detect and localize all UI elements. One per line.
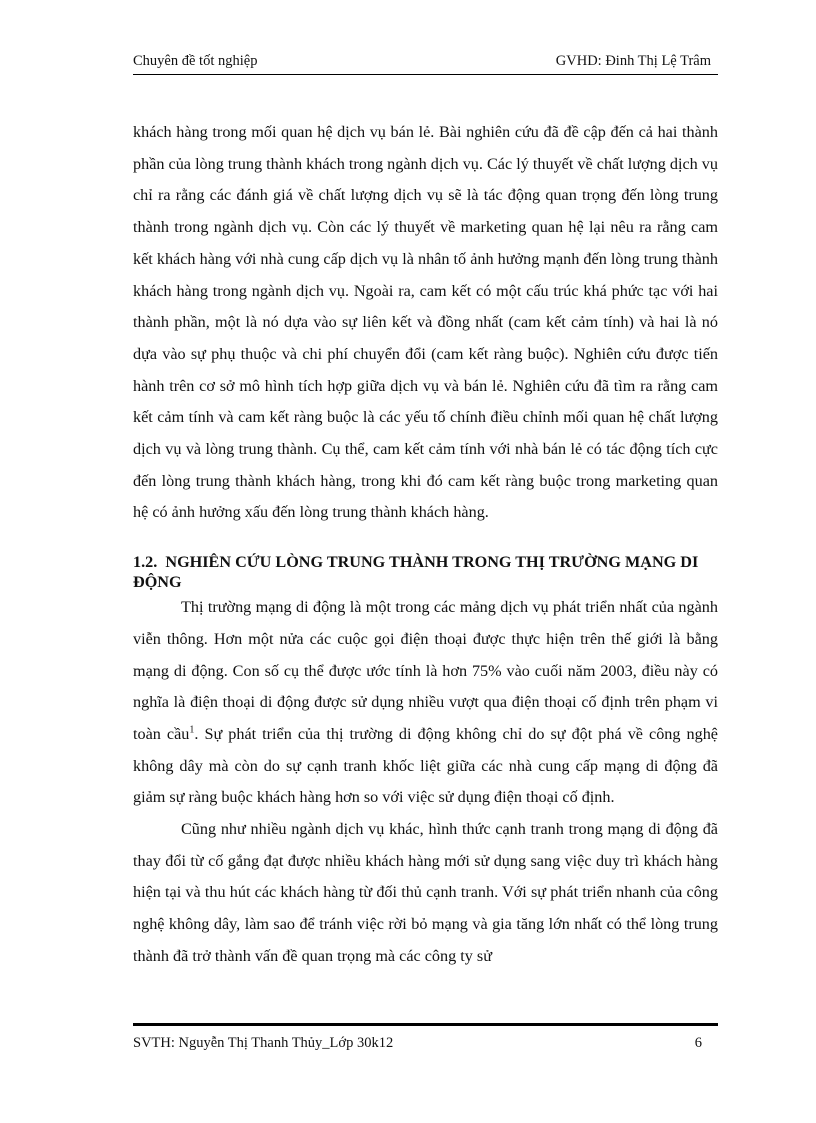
- body-paragraph: Cũng như nhiều ngành dịch vụ khác, hình thức cạnh tranh trong mạng di động đã thay đổi từ cố gắng đạt được nhiều khách hàng mới sử dụng sang việc duy trì khách hàng hiện tại và thu hút các khách hàng từ đối thủ cạnh tranh. Với sự phát triển nhanh của công nghệ không dây, làm sao để tránh việc rời bỏ mạng và gia tăng lớn nhất có thể lòng trung thành đã trở thành vấn đề quan trọng mà các công ty sử: [133, 820, 718, 965]
- paragraph-text: . Sự phát triển của thị trường di động không chỉ do sự đột phá về công nghệ không dây mà còn do sự cạnh tranh khốc liệt giữa các nhà cung cấp mạng di động đã giảm sự ràng buộc khách hàng hơn so với việc sử dụng điện thoại cố định.: [133, 724, 718, 807]
- page-body: [133, 117, 718, 973]
- page-number: 6: [694, 1035, 702, 1051]
- page-footer: [133, 1023, 718, 1054]
- header-advisor: GVHD: Đinh Thị Lệ Trâm: [555, 53, 711, 69]
- section-title: NGHIÊN CỨU LÒNG TRUNG THÀNH TRONG THỊ TRƯỜNG MẠNG DI ĐỘNG: [133, 553, 699, 592]
- footnote-reference[interactable]: 1: [189, 724, 195, 736]
- footer-author: SVTH: Nguyễn Thị Thanh Thủy_Lớp 30k12: [133, 1035, 394, 1051]
- body-paragraph: [133, 592, 718, 814]
- paragraph-text: Thị trường mạng di động là một trong các mảng dịch vụ phát triển nhất của ngành viễn thông. Hơn một nửa các cuộc gọi điện thoại được thực hiện trên thế giới là bằng mạng di động. Con số cụ thể được ước tính là hơn 75% vào cuối năm 2003, điều này có nghĩa là điện thoại di động được sử dụng nhiều vượt qua điện thoại cố định trên phạm vi toàn cầu: [133, 598, 718, 743]
- body-paragraph: khách hàng trong mối quan hệ dịch vụ bán lẻ. Bài nghiên cứu đã đề cập đến cả hai thành phần của lòng trung thành khách trong ngành dịch vụ. Các lý thuyết về chất lượng dịch vụ chỉ ra rằng các đánh giá về chất lượng dịch vụ sẽ là tác động quan trọng đến lòng trung thành trong ngành dịch vụ. Còn các lý thuyết về marketing quan hệ lại nêu ra rằng cam kết khách hàng với nhà cung cấp dịch vụ là nhân tố ảnh hưởng mạnh đến lòng trung thành khách hàng trong ngành dịch vụ. Ngoài ra, cam kết có một cấu trúc khá phức tạc với hai thành phần, một là nó dựa vào sự liên kết và đồng nhất (cam kết cảm tính) và hai là nó dựa vào sự phụ thuộc và chi phí chuyển đổi (cam kết ràng buộc). Nghiên cứu được tiến hành trên cơ sở mô hình tích hợp giữa dịch vụ và bán lẻ. Nghiên cứu đã tìm ra rằng cam kết cảm tính và cam kết ràng buộc là các yếu tố chính điều chỉnh mối quan hệ chất lượng dịch vụ và lòng trung thành. Cụ thể, cam kết cảm tính với nhà bán lẻ có tác động tích cực đến lòng trung thành khách hàng, trong khi đó cam kết ràng buộc trong marketing quan hệ có ảnh hưởng xấu đến lòng trung thành khách hàng.: [133, 123, 718, 522]
- page-header: [133, 52, 718, 75]
- section-heading: [133, 552, 718, 592]
- section-number: 1.2.: [133, 553, 158, 572]
- header-document-title: Chuyên đề tốt nghiệp: [133, 53, 258, 69]
